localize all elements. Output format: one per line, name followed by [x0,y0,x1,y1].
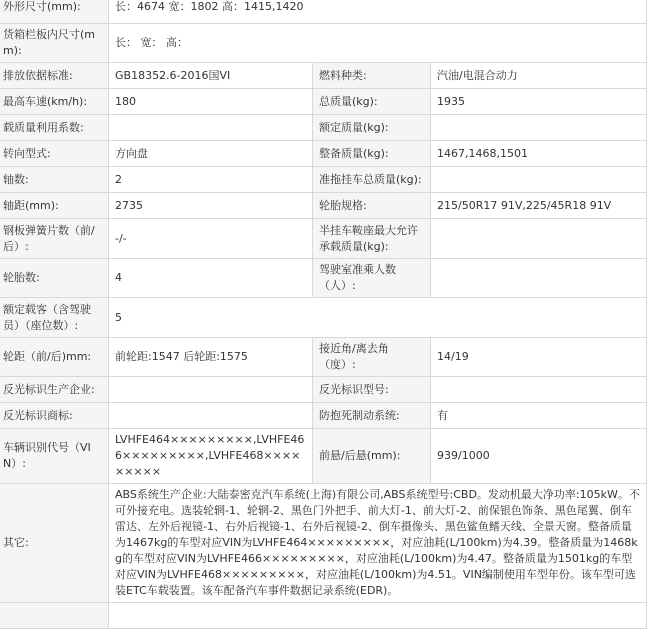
tire-spec-value: 215/50R17 91V,225/45R18 91V [431,193,647,219]
row-emission [0,63,647,89]
tire-spec-label: 轮胎规格: [313,193,431,219]
cab-occupants-label: 驾驶室准乘人数（人）: [313,259,431,298]
tire-count-label: 轮胎数: [0,259,109,298]
vin-value: LVHFE464×××××××××,LVHFE466×××××××××,LVHFE468××××××××× [109,429,313,484]
row-seats [0,298,647,338]
steering-value: 方向盘 [109,141,313,167]
row-partial [0,603,647,629]
track-label: 轮距（前/后)mm: [0,338,109,377]
abs-label: 防抱死制动系统: [313,403,431,429]
abs-value: 有 [431,403,647,429]
dimensions-value: 长：4674 宽：1802 高：1415,1420 [109,0,647,24]
row-track [0,338,647,377]
cargo-box-label: 货箱栏板内尺寸(mm): [0,24,109,63]
row-wheelbase [0,193,647,219]
reflector-maker-value [109,377,313,403]
vin-label: 车辆识别代号（VIN）: [0,429,109,484]
reflector-maker-label: 反光标识生产企业: [0,377,109,403]
rated-mass-label: 额定质量(kg): [313,115,431,141]
leaf-spring-value: -/- [109,219,313,259]
track-value: 前轮距:1547 后轮距:1575 [109,338,313,377]
leaf-spring-label: 钢板弹簧片数（前/后）: [0,219,109,259]
axle-count-value: 2 [109,167,313,193]
curb-mass-value: 1467,1468,1501 [431,141,647,167]
approach-departure-value: 14/19 [431,338,647,377]
saddle-load-value [431,219,647,259]
row-other [0,484,647,603]
reflector-model-value [431,377,647,403]
seats-value: 5 [109,298,647,338]
reflector-model-label: 反光标识型号: [313,377,431,403]
reflector-brand-value [109,403,313,429]
row-speed [0,89,647,115]
cab-occupants-value [431,259,647,298]
overhang-label: 前悬/后悬(mm): [313,429,431,484]
cargo-box-value: 长： 宽： 高： [109,24,647,63]
reflector-brand-label: 反光标识商标: [0,403,109,429]
other-value: ABS系统生产企业:大陆泰密克汽车系统(上海)有限公司,ABS系统型号:CBD。发动机最大净功率:105kW。不可外接充电。选装轮辋-1、轮辋-2、黑色门外把手、前大灯-1、前大灯-2、前保银色饰条、黑色尾翼、倒车雷达、左外后视镜-1、右外后视镜-1、右外后视镜-2、倒车摄像头、黑色鲨鱼鳍天线、全景天窗。整备质量为1467kg的车型对应VIN为LVHFE464×××××××××，对应油耗(L/100km)为4.39。整备质量为1468kg的车型对应VIN为LVHFE466×××××××××，对应油耗(L/100km)为4.47。整备质量为1501kg的车型对应VIN为LVHFE468×××××××××，对应油耗(L/100km)为4.51。VIN编制使用车型年份。该车型可选装ETC车载装置。该车配备汽车事件数据记录系统(EDR)。 [109,484,647,603]
steering-label: 转向型式: [0,141,109,167]
row-vin [0,429,647,484]
emission-standard-value: GB18352.6-2016国VI [109,63,313,89]
row-axles [0,167,647,193]
fuel-type-label: 燃料种类: [313,63,431,89]
seats-label: 额定载客（含驾驶员）（座位数）: [0,298,109,338]
trailer-mass-label: 准拖挂车总质量(kg): [313,167,431,193]
rated-mass-value [431,115,647,141]
gross-mass-value: 1935 [431,89,647,115]
other-label: 其它: [0,484,109,603]
fuel-type-value: 汽油/电混合动力 [431,63,647,89]
load-factor-label: 载质量利用系数: [0,115,109,141]
row-steering [0,141,647,167]
trailer-mass-value [431,167,647,193]
row-cargo-box [0,24,647,63]
overhang-value: 939/1000 [431,429,647,484]
row-reflector-maker [0,377,647,403]
approach-departure-label: 接近角/离去角（度）: [313,338,431,377]
emission-standard-label: 排放依据标准: [0,63,109,89]
wheelbase-label: 轴距(mm): [0,193,109,219]
row-springs [0,219,647,259]
row-tires [0,259,647,298]
row-dimensions [0,0,647,24]
gross-mass-label: 总质量(kg): [313,89,431,115]
partial-value [109,603,647,629]
row-load-factor [0,115,647,141]
row-reflector-brand [0,403,647,429]
curb-mass-label: 整备质量(kg): [313,141,431,167]
load-factor-value [109,115,313,141]
dimensions-label: 外形尺寸(mm): [0,0,109,24]
saddle-load-label: 半挂车鞍座最大允许承载质量(kg): [313,219,431,259]
max-speed-value: 180 [109,89,313,115]
axle-count-label: 轴数: [0,167,109,193]
tire-count-value: 4 [109,259,313,298]
max-speed-label: 最高车速(km/h): [0,89,109,115]
wheelbase-value: 2735 [109,193,313,219]
partial-label [0,603,109,629]
